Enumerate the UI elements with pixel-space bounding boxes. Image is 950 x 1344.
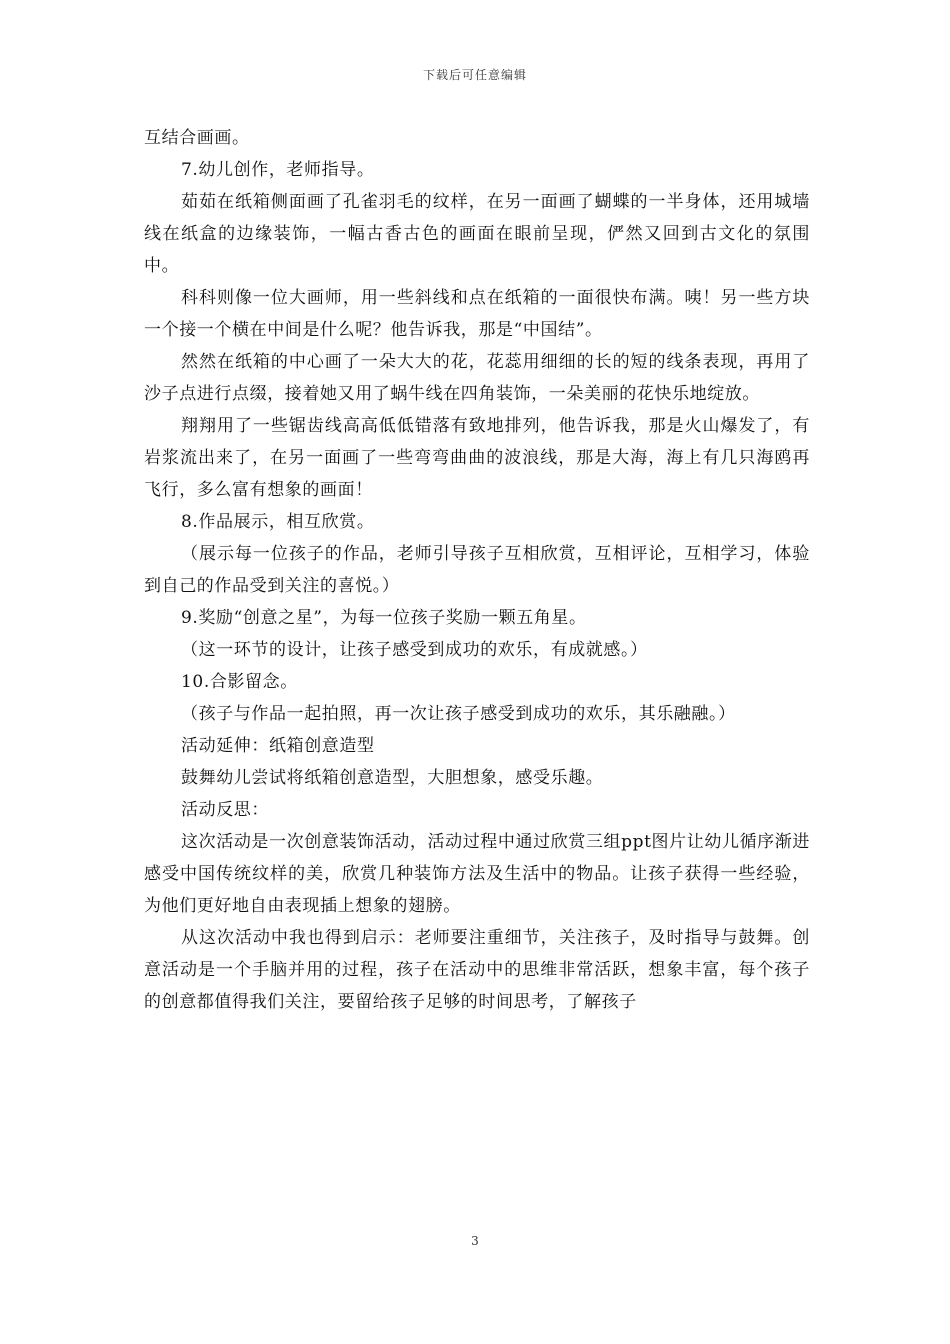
paragraph: 从这次活动中我也得到启示：老师要注重细节，关注孩子，及时指导与鼓舞。创意活动是一个手脑并用的过程，孩子在活动中的思维非常活跃，想象丰富，每个孩子的创意都值得我们关注，要留给孩子足够的时间思考，了解孩子 xyxy=(144,928,810,1012)
paragraph: 活动反思： xyxy=(181,800,269,820)
paragraph: 互结合画画。 xyxy=(144,128,250,148)
paragraph: 10.合影留念。 xyxy=(181,672,298,692)
paragraph: 翔翔用了一些锯齿线高高低低错落有致地排列，他告诉我，那是火山爆发了，有岩浆流出来了，在另一面画了一些弯弯曲曲的波浪线，那是大海，海上有几只海鸥再飞行，多么富有想象的画面！ xyxy=(144,416,810,500)
paragraph: 7.幼儿创作，老师指导。 xyxy=(181,160,375,180)
paragraph: 这次活动是一次创意装饰活动，活动过程中通过欣赏三组ppt图片让幼儿循序渐进感受中国传统纹样的美，欣赏几种装饰方法及生活中的物品。让孩子获得一些经验，为他们更好地自由表现插上想象的翅膀。 xyxy=(144,832,810,916)
page-header: 下载后可任意编辑 xyxy=(422,68,527,82)
paragraph: （展示每一位孩子的作品，老师引导孩子互相欣赏，互相评论，互相学习，体验到自己的作品受到关注的喜悦。） xyxy=(144,544,810,596)
paragraph: 活动延伸：纸箱创意造型 xyxy=(181,736,375,756)
document-body xyxy=(144,122,810,1018)
page-number: 3 xyxy=(471,1234,479,1248)
paragraph: 9.奖励“创意之星”，为每一位孩子奖励一颗五角星。 xyxy=(181,608,587,628)
paragraph: 然然在纸箱的中心画了一朵大大的花，花蕊用细细的长的短的线条表现，再用了沙子点进行点缀，接着她又用了蜗牛线在四角装饰，一朵美丽的花快乐地绽放。 xyxy=(144,352,810,404)
paragraph: （这一环节的设计，让孩子感受到成功的欢乐，有成就感。） xyxy=(181,640,648,660)
paragraph: 茹茹在纸箱侧面画了孔雀羽毛的纹样，在另一面画了蝴蝶的一半身体，还用城墙线在纸盒的边缘装饰，一幅古香古色的画面在眼前呈现，俨然又回到古文化的氛围中。 xyxy=(144,192,810,276)
paragraph: （孩子与作品一起拍照，再一次让孩子感受到成功的欢乐，其乐融融。） xyxy=(181,704,736,724)
paragraph: 8.作品展示，相互欣赏。 xyxy=(181,512,375,532)
paragraph: 科科则像一位大画师，用一些斜线和点在纸箱的一面很快布满。咦！另一些方块一个接一个横在中间是什么呢？他告诉我，那是“中国结”。 xyxy=(144,288,810,340)
paragraph: 鼓舞幼儿尝试将纸箱创意造型，大胆想象，感受乐趣。 xyxy=(181,768,604,788)
